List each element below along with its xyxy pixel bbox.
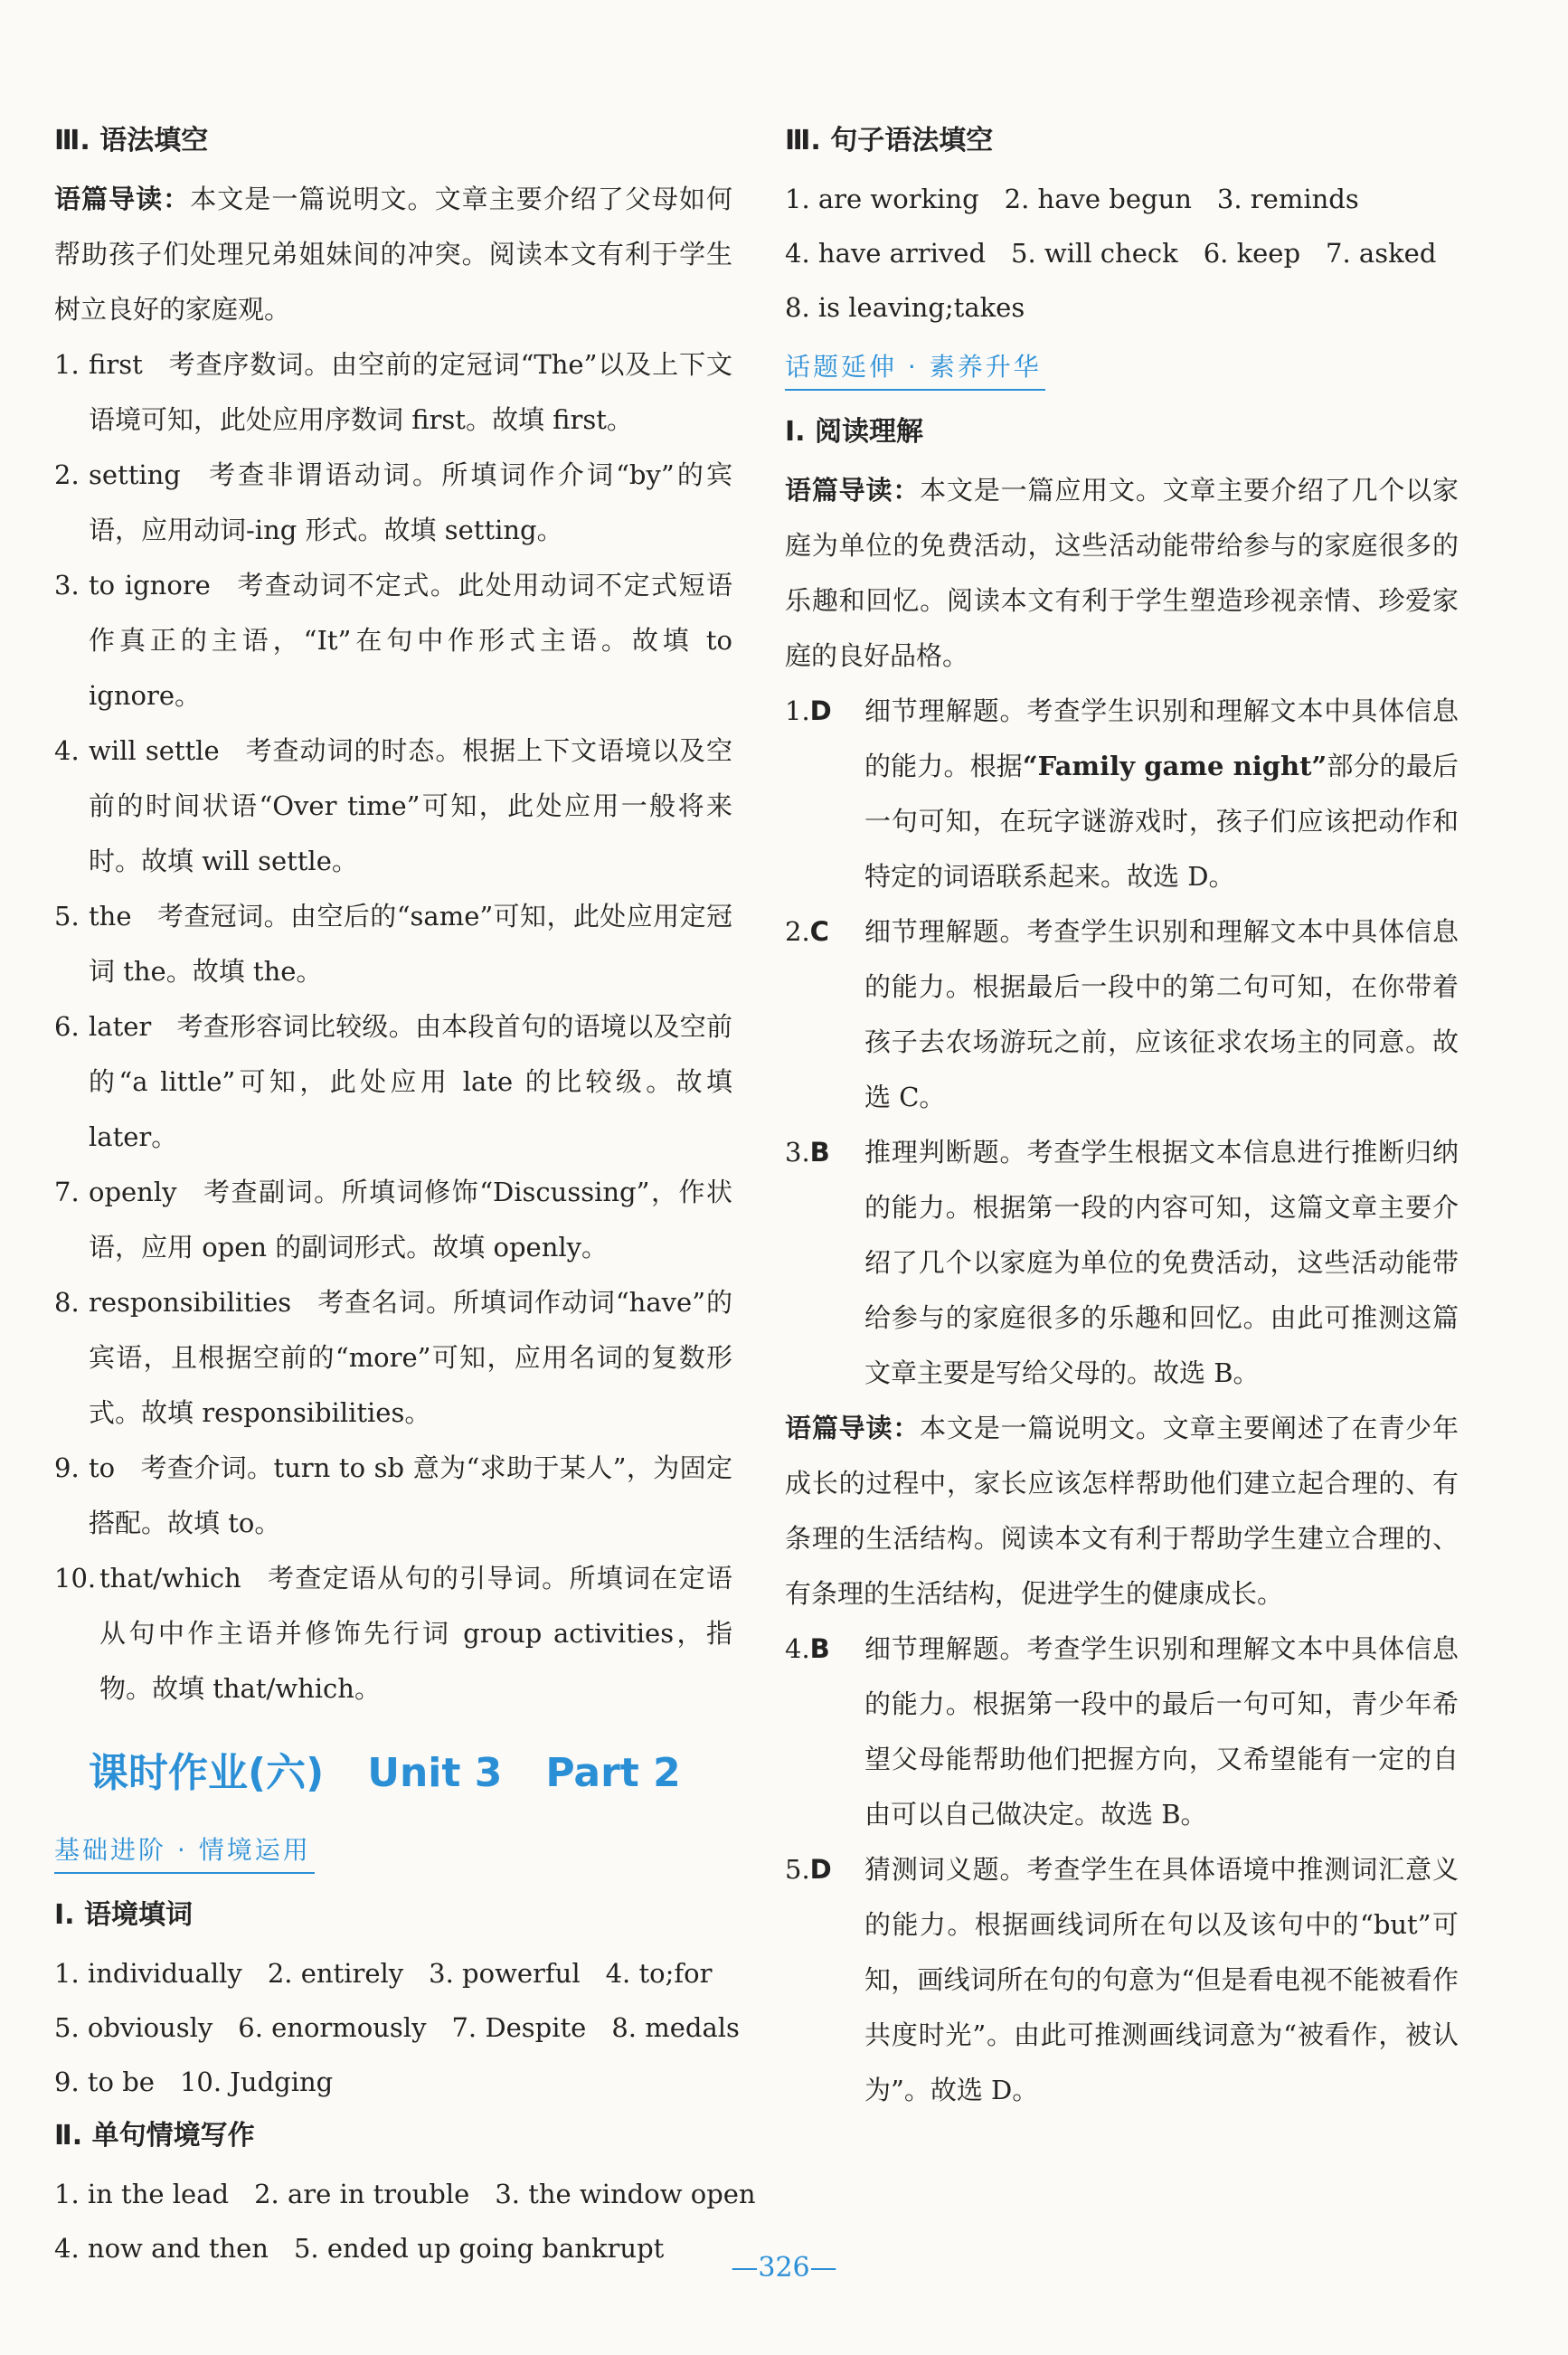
item-explanation: 考查介词。turn to sb 意为“求助于某人”，为固定搭配。故填 to。 — [89, 1452, 732, 1538]
reading-answers-b — [785, 1622, 1459, 2118]
item-number: 6. — [54, 1011, 80, 1042]
section-heading-sentence-grammar: Ⅲ. 句子语法填空 — [785, 125, 994, 156]
item-answer: first — [89, 349, 143, 380]
item-number: 9. — [54, 1452, 80, 1483]
answer-item — [54, 558, 732, 724]
answer-item — [54, 1275, 732, 1441]
reading-answers-a — [785, 684, 1459, 1401]
item-choice: B — [809, 1633, 830, 1664]
item-explanation: 考查序数词。由空前的定冠词“The”以及上下文语境可知，此处应用序数词 first。故填 first。 — [89, 349, 732, 435]
mcq-item — [785, 1842, 1459, 2118]
item-number: 1. — [54, 349, 80, 380]
lesson-title — [89, 1742, 732, 1805]
answer-entry: 7. Despite — [451, 2012, 587, 2043]
answer-entry: 5. will check — [1011, 238, 1178, 269]
mcq-item — [785, 684, 1459, 904]
guide-label: 语篇导读： — [785, 1413, 921, 1443]
item-explanation: 考查形容词比较级。由本段首句的语境以及空前的“a little”可知，此处应用 late 的比较级。故填 later。 — [89, 1011, 732, 1152]
item-answer: responsibilities — [89, 1287, 292, 1318]
item-number: 4. — [54, 735, 80, 766]
item-answer: to ignore — [89, 570, 211, 601]
item-explanation: 考查动词不定式。此处用动词不定式短语作真正的主语，“It”在句中作形式主语。故填 to ignore。 — [89, 570, 732, 711]
item-quote: “Family game night” — [1022, 751, 1327, 781]
lesson-title-unit: Unit 3 — [367, 1750, 503, 1796]
answer-entry: 9. to be — [54, 2067, 155, 2097]
answer-entry: 1. individually — [54, 1958, 242, 1989]
section-heading-grammar-fill: Ⅲ. 语法填空 — [54, 125, 209, 156]
sentence-grammar-answers — [785, 172, 1459, 335]
item-answer: to — [89, 1452, 116, 1483]
item-number — [785, 1125, 830, 1180]
answer-item — [54, 999, 732, 1165]
answer-row — [54, 1946, 732, 2000]
answer-entry: 4. now and then — [54, 2233, 269, 2264]
answer-item — [54, 889, 732, 999]
answer-entry: 4. have arrived — [785, 238, 987, 269]
item-explanation: 考查定语从句的引导词。所填词在定语从句中作主语并修饰先行词 group activities，指物。故填 that/which。 — [99, 1563, 732, 1704]
item-answer: that/which — [99, 1563, 241, 1594]
section-heading-sentence-writing: Ⅱ. 单句情境写作 — [54, 2120, 255, 2152]
item-answer: the — [89, 901, 132, 932]
item-choice: D — [809, 1854, 832, 1885]
item-number — [785, 684, 832, 739]
item-number: 2. — [54, 459, 80, 490]
item-explanation: 猜测词义题。考查学生在具体语境中推测词汇意义的能力。根据画线词所在句以及该句中的“but”可知，画线词所在句的句意为“但是看电视不能被看作共度时光”。由此可推测画线词意为“被看作，被认为”。故选 D。 — [864, 1854, 1459, 2105]
item-index: 1. — [785, 695, 810, 726]
answer-entry: 10. Judging — [179, 2067, 334, 2097]
left-column — [54, 116, 756, 2275]
item-number — [785, 904, 829, 960]
mcq-item — [785, 904, 1459, 1125]
answer-entry: 8. medals — [611, 2012, 740, 2043]
answer-row — [54, 2000, 740, 2055]
answer-entry: 2. entirely — [267, 1958, 404, 1989]
answer-entry: 1. are working — [785, 184, 979, 214]
answer-entry: 6. enormously — [238, 2012, 427, 2043]
item-number: 7. — [54, 1177, 80, 1207]
item-answer: setting — [89, 459, 181, 490]
right-column — [785, 116, 1459, 2118]
item-explanation: 细节理解题。考查学生识别和理解文本中具体信息的能力。根据最后一段中的第二句可知，在你带着孩子去农场游玩之前，应该征求农场主的同意。故选 C。 — [864, 916, 1459, 1112]
section-banner-basic: 基础进阶 · 情境运用 — [54, 1830, 315, 1874]
grammar-fill-answers — [54, 337, 732, 1717]
answer-entry: 8. is leaving;takes — [785, 292, 1025, 323]
answer-row — [785, 226, 1459, 280]
item-explanation-cont: 部分的最后一句可知，在玩字谜游戏时，孩子们应该把动作和特定的词语联系起来。故选 D。 — [864, 751, 1459, 892]
answer-item — [54, 1551, 732, 1717]
answer-entry: 3. powerful — [429, 1958, 581, 1989]
section-banner-extension: 话题延伸 · 素养升华 — [785, 347, 1045, 391]
answer-item — [54, 724, 732, 889]
item-number: 3. — [54, 570, 80, 601]
answer-row — [54, 2167, 756, 2221]
passage-guide-1 — [785, 463, 1459, 684]
answer-entry: 4. to;for — [605, 1958, 713, 1989]
item-choice: B — [809, 1137, 830, 1168]
item-index: 3. — [785, 1137, 810, 1168]
answer-entry: 5. ended up going bankrupt — [293, 2233, 665, 2264]
answer-item — [54, 1441, 732, 1551]
item-answer: will settle — [89, 735, 220, 766]
item-answer: later — [89, 1011, 152, 1042]
answer-item — [54, 1165, 732, 1275]
item-explanation: 考查非谓语动词。所填词作介词“by”的宾语，应用动词-ing 形式。故填 setting。 — [89, 459, 732, 545]
answer-row — [785, 280, 1459, 335]
guide-label: 语篇导读： — [785, 475, 921, 506]
mcq-item — [785, 1622, 1459, 1842]
item-index: 5. — [785, 1854, 810, 1885]
section-heading-reading: Ⅰ. 阅读理解 — [785, 416, 924, 448]
item-number: 5. — [54, 901, 80, 932]
item-index: 2. — [785, 916, 810, 947]
item-index: 4. — [785, 1633, 810, 1664]
mcq-item — [785, 1125, 1459, 1401]
item-number — [785, 1842, 832, 1897]
answer-entry: 6. keep — [1203, 238, 1301, 269]
item-number — [785, 1622, 830, 1677]
answer-entry: 2. have begun — [1004, 184, 1192, 214]
answer-item — [54, 337, 732, 448]
item-explanation: 考查动词的时态。根据上下文语境以及空前的时间状语“Over time”可知，此处应用一般将来时。故填 will settle。 — [89, 735, 732, 876]
item-explanation: 考查副词。所填词修饰“Discussing”，作状语，应用 open 的副词形式。故填 openly。 — [89, 1177, 732, 1263]
answer-row — [54, 2055, 732, 2109]
word-fill-answers — [54, 1946, 740, 2109]
answer-item — [54, 448, 732, 558]
passage-guide-2 — [785, 1401, 1459, 1622]
answer-row — [785, 172, 1459, 226]
answer-entry: 7. asked — [1326, 238, 1437, 269]
item-number: 8. — [54, 1287, 80, 1318]
item-choice: C — [809, 916, 829, 947]
page-number: —326— — [731, 2252, 837, 2284]
lesson-title-name: 课时作业(六) — [89, 1750, 325, 1796]
answer-entry: 3. reminds — [1216, 184, 1359, 214]
lesson-title-part: Part 2 — [545, 1750, 681, 1796]
guide-label: 语篇导读： — [54, 184, 191, 214]
answer-entry: 5. obviously — [54, 2012, 213, 2043]
item-answer: openly — [89, 1177, 177, 1207]
guide-text: 本文是一篇说明文。文章主要介绍了父母如何帮助孩子们处理兄弟姐妹间的冲突。阅读本文有利于学生树立良好的家庭观。 — [54, 184, 732, 325]
item-explanation: 细节理解题。考查学生识别和理解文本中具体信息的能力。根据第一段中的最后一句可知，青少年希望父母能帮助他们把握方向，又希望能有一定的自由可以自己做决定。故选 B。 — [864, 1633, 1459, 1830]
item-explanation: 细节理解题。考查学生识别和理解文本中具体信息的能力。根据 — [864, 695, 1459, 781]
answer-entry: 1. in the lead — [54, 2179, 230, 2209]
section-heading-word-fill: Ⅰ. 语境填词 — [54, 1899, 194, 1931]
passage-guide — [54, 172, 732, 337]
guide-text: 本文是一篇应用文。文章主要介绍了几个以家庭为单位的免费活动，这些活动能带给参与的家庭很多的乐趣和回忆。阅读本文有利于学生塑造珍视亲情、珍爱家庭的良好品格。 — [785, 475, 1459, 671]
answer-entry: 3. the window open — [495, 2179, 756, 2209]
item-explanation: 推理判断题。考查学生根据文本信息进行推断归纳的能力。根据第一段的内容可知，这篇文章主要介绍了几个以家庭为单位的免费活动，这些活动能带给参与的家庭很多的乐趣和回忆。由此可推测这篇文章主要是写给父母的。故选 B。 — [864, 1137, 1459, 1388]
item-explanation: 考查名词。所填词作动词“have”的宾语，且根据空前的“more”可知，应用名词的复数形式。故填 responsibilities。 — [89, 1287, 732, 1428]
answer-entry: 2. are in trouble — [254, 2179, 470, 2209]
guide-text: 本文是一篇说明文。文章主要阐述了在青少年成长的过程中，家长应该怎样帮助他们建立起合理的、有条理的生活结构。阅读本文有利于帮助学生建立合理的、有条理的生活结构，促进学生的健康成长。 — [785, 1413, 1459, 1609]
item-choice: D — [809, 695, 832, 726]
item-explanation: 考查冠词。由空后的“same”可知，此处应用定冠词 the。故填 the。 — [89, 901, 732, 987]
item-number: 10. — [54, 1563, 97, 1594]
